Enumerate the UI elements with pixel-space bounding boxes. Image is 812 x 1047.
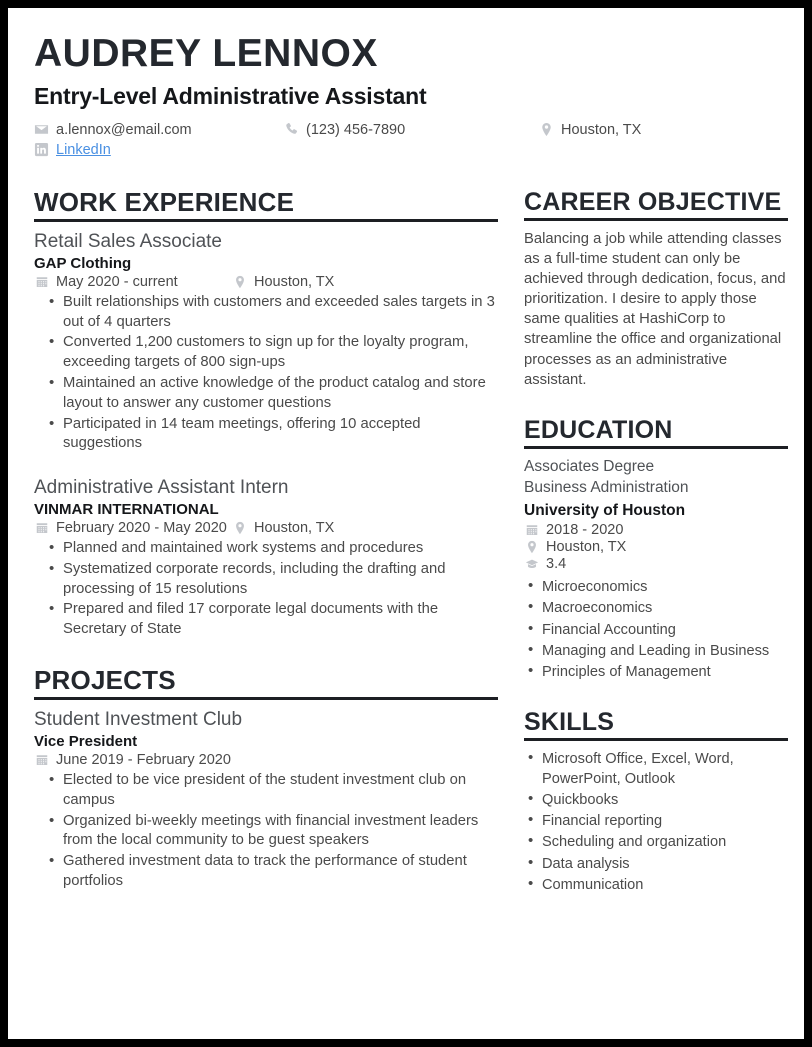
education-dates-text: 2018 - 2020 — [546, 522, 624, 539]
education-dates — [524, 522, 788, 538]
page-title: AUDREY LENNOX — [34, 32, 378, 75]
job-role: Administrative Assistant Intern — [34, 477, 289, 499]
job-headline: Entry-Level Administrative Assistant — [34, 82, 427, 109]
list-item: • Participated in 14 team meetings, offering 10 accepted suggestions — [34, 415, 498, 455]
education-major: Business Administration — [524, 478, 689, 496]
education-school: University of Houston — [524, 501, 686, 519]
list-item: • Built relationships with customers and exceeded sales targets in 3 out of 4 quarters — [34, 293, 498, 333]
education-courses — [524, 577, 788, 682]
graduation-cap-icon — [524, 557, 539, 572]
contact-row-primary — [34, 122, 778, 138]
project-dates-text: June 2019 - February 2020 — [56, 751, 231, 768]
section-title-education: EDUCATION — [524, 415, 673, 444]
education-degree: Associates Degree — [524, 457, 655, 475]
objective-text: Balancing a job while attending classes as a full-time student can only be achieved through dedication, focus, and prioritization. I desire to apply those same qualities at HashiCorp to streamline the office and organizational processes as an administrative assistant. — [524, 230, 786, 388]
list-item: • Elected to be vice president of the student investment club on campus — [34, 771, 498, 811]
job-company: GAP Clothing — [34, 254, 132, 272]
map-pin-icon — [539, 122, 554, 137]
map-pin-icon — [232, 521, 247, 536]
job-location — [232, 274, 334, 290]
project-dates — [34, 752, 232, 768]
list-item: • Systematized corporate records, including the drafting and processing of 15 resolutions — [34, 560, 498, 600]
contact-location-text: Houston, TX — [561, 121, 642, 138]
list-item: • Managing and Leading in Business — [524, 641, 788, 661]
contact-linkedin[interactable] — [34, 142, 111, 158]
project-name: Student Investment Club — [34, 709, 243, 731]
job-meta — [34, 274, 498, 290]
list-item: • Microsoft Office, Excel, Word, PowerPoint, Outlook — [524, 749, 788, 789]
contact-location — [539, 122, 759, 138]
linkedin-link[interactable]: LinkedIn — [56, 141, 111, 158]
section-rule — [34, 697, 498, 700]
project-bullets — [34, 771, 498, 892]
work-entry — [34, 476, 498, 640]
education-location — [524, 539, 788, 555]
section-rule — [524, 446, 788, 449]
section-education — [524, 416, 788, 682]
education-location-text: Houston, TX — [546, 539, 627, 556]
left-column — [34, 188, 498, 917]
job-dates — [34, 520, 232, 536]
list-item: • Planned and maintained work systems and procedures — [34, 539, 498, 559]
education-gpa-text: 3.4 — [546, 556, 567, 573]
contact-email[interactable] — [34, 122, 284, 138]
job-dates-text: February 2020 - May 2020 — [56, 520, 227, 537]
resume-page — [8, 8, 804, 1039]
phone-icon — [284, 122, 299, 137]
section-title-objective: CAREER OBJECTIVE — [524, 187, 782, 216]
section-rule — [524, 218, 788, 221]
skills-list — [524, 749, 788, 895]
list-item: • Communication — [524, 875, 788, 895]
list-item: • Microeconomics — [524, 577, 788, 597]
list-item: • Gathered investment data to track the performance of student portfolios — [34, 852, 498, 892]
job-bullets — [34, 293, 498, 455]
section-work-experience — [34, 188, 498, 640]
column-gap — [498, 188, 524, 917]
list-item: • Financial Accounting — [524, 620, 788, 640]
calendar-icon — [34, 274, 49, 289]
list-item: • Scheduling and organization — [524, 832, 788, 852]
map-pin-icon — [524, 540, 539, 555]
work-entry — [34, 230, 498, 454]
section-projects — [34, 666, 498, 892]
calendar-icon — [34, 752, 49, 767]
contact-email-text: a.lennox@email.com — [56, 121, 192, 138]
list-item: • Maintained an active knowledge of the product catalog and store layout to answer any customer questions — [34, 374, 498, 414]
job-dates — [34, 274, 232, 290]
list-item: • Quickbooks — [524, 790, 788, 810]
list-item: • Converted 1,200 customers to sign up for the loyalty program, exceeding targets of 800 sign-ups — [34, 333, 498, 373]
section-title-projects: PROJECTS — [34, 665, 176, 696]
section-career-objective — [524, 188, 788, 390]
project-meta — [34, 752, 498, 768]
job-meta — [34, 520, 498, 536]
linkedin-icon — [34, 142, 49, 157]
job-location-text: Houston, TX — [254, 520, 335, 537]
list-item: • Organized bi-weekly meetings with financial investment leaders from the local community to be guest speakers — [34, 812, 498, 852]
contact-phone[interactable] — [284, 122, 539, 138]
resume-body — [34, 186, 786, 917]
list-item: • Macroeconomics — [524, 598, 788, 618]
list-item: • Principles of Management — [524, 662, 788, 682]
job-location — [232, 520, 334, 536]
calendar-icon — [34, 521, 49, 536]
envelope-icon — [34, 122, 49, 137]
education-gpa — [524, 556, 788, 572]
section-rule — [34, 219, 498, 222]
section-skills — [524, 708, 788, 895]
job-role: Retail Sales Associate — [34, 231, 222, 253]
map-pin-icon — [232, 274, 247, 289]
list-item: • Prepared and filed 17 corporate legal documents with the Secretary of State — [34, 600, 498, 640]
resume-header — [34, 34, 778, 158]
calendar-icon — [524, 523, 539, 538]
project-entry — [34, 708, 498, 892]
section-title-skills: SKILLS — [524, 707, 615, 736]
job-company: VINMAR INTERNATIONAL — [34, 501, 219, 519]
section-title-work: WORK EXPERIENCE — [34, 186, 295, 217]
project-role: Vice President — [34, 732, 138, 750]
list-item: • Data analysis — [524, 854, 788, 874]
right-column — [524, 188, 788, 917]
section-rule — [524, 738, 788, 741]
contact-phone-text: (123) 456-7890 — [306, 121, 406, 138]
list-item: • Financial reporting — [524, 811, 788, 831]
job-location-text: Houston, TX — [254, 273, 335, 290]
job-bullets — [34, 539, 498, 640]
contact-row-secondary — [34, 142, 778, 158]
job-dates-text: May 2020 - current — [56, 273, 178, 290]
